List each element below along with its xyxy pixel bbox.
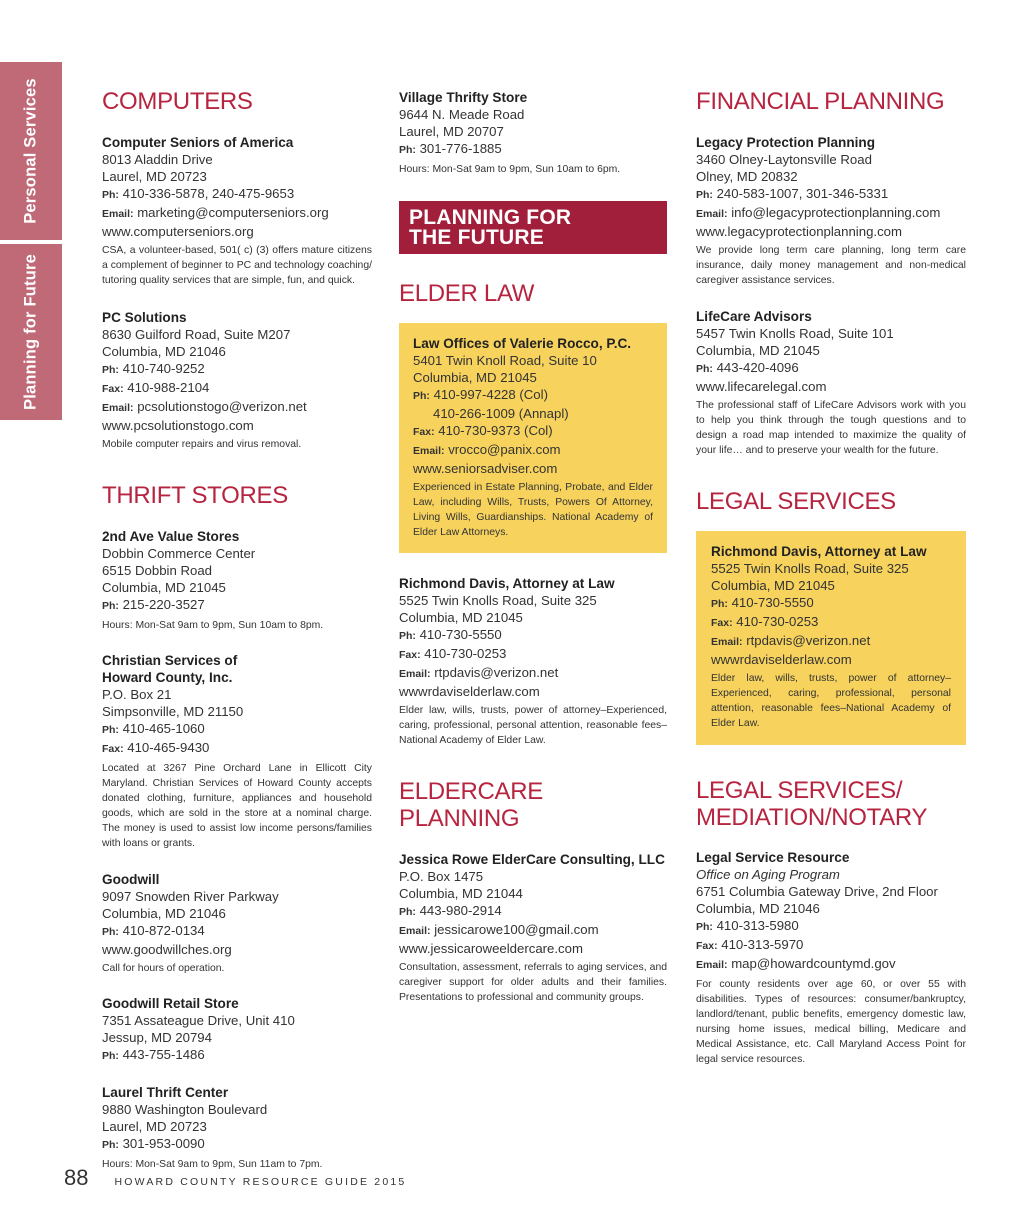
phone-label: Ph: xyxy=(102,926,119,938)
address-line: Columbia, MD 21046 xyxy=(102,906,226,921)
email-link[interactable]: map@howardcountymd.gov xyxy=(731,956,896,971)
phone-label: Ph: xyxy=(102,189,119,201)
side-tab-label: Planning for Future xyxy=(21,254,40,410)
section-title-legal-services: LEGAL SERVICES xyxy=(696,488,896,515)
listing-name: Howard County, Inc. xyxy=(102,670,233,685)
email-link[interactable]: info@legacyprotectionplanning.com xyxy=(731,205,941,220)
email-line xyxy=(102,398,372,417)
guide-title: HOWARD COUNTY RESOURCE GUIDE 2015 xyxy=(114,1176,407,1188)
email-label: Email: xyxy=(696,959,728,971)
address-line: Dobbin Commerce Center xyxy=(102,546,256,561)
fax-label: Fax: xyxy=(102,743,124,755)
fax-value: 410-313-5970 xyxy=(721,937,804,952)
website-link[interactable]: www.legacyprotectionplanning.com xyxy=(696,224,902,239)
email-label: Email: xyxy=(696,208,728,220)
phone-value: 240-583-1007, 301-346-5331 xyxy=(716,186,889,201)
website-link[interactable]: www.computerseniors.org xyxy=(102,224,254,239)
fax-value: 410-465-9430 xyxy=(127,740,210,755)
address-line: 7351 Assateague Drive, Unit 410 xyxy=(102,1013,295,1028)
address-line: Columbia, MD 21045 xyxy=(711,578,835,593)
fax-label: Fax: xyxy=(102,383,124,395)
phone-label: Ph: xyxy=(696,921,713,933)
listing-name: Computer Seniors of America xyxy=(102,135,294,150)
listing-name: Village Thrifty Store xyxy=(399,90,528,105)
listing-name: Legacy Protection Planning xyxy=(696,135,876,150)
listing-legacy-protection xyxy=(696,134,966,288)
website-link[interactable]: www.lifecarelegal.com xyxy=(696,379,827,394)
listing-subtitle: Office on Aging Program xyxy=(696,867,840,882)
listing-description: Located at 3267 Pine Orchard Lane in Ellicott City Maryland. Christian Services of Howard County accepts donated clothing, furniture, appliances and household goods, which are sold in the store at a nominal charge. The money is used to assist low income persons/families with loans or grants. xyxy=(102,763,372,849)
phone-label: Ph: xyxy=(413,390,430,402)
fax-value: 410-730-0253 xyxy=(736,614,819,629)
phone-label: Ph: xyxy=(696,363,713,375)
address-line: 5525 Twin Knolls Road, Suite 325 xyxy=(711,561,909,576)
listing-description: CSA, a volunteer-based, 501( c) (3) offers mature citizens a complement of beginner to PC and technology coaching/ tutoring quality services that are simple, fun, and quick. xyxy=(102,245,372,286)
listing-name: Law Offices of Valerie Rocco, P.C. xyxy=(413,336,632,351)
phone-value: 410-997-4228 (Col) xyxy=(433,387,548,402)
email-label: Email: xyxy=(399,925,431,937)
phone-line xyxy=(696,917,966,936)
listing-2nd-ave xyxy=(102,528,372,633)
email-line xyxy=(696,955,966,974)
phone-value: 301-953-0090 xyxy=(122,1136,205,1151)
address-line: 3460 Olney-Laytonsville Road xyxy=(696,152,872,167)
phone-line xyxy=(102,720,372,739)
website-link[interactable]: www.seniorsadviser.com xyxy=(413,461,558,476)
address-line: P.O. Box 1475 xyxy=(399,869,484,884)
email-line xyxy=(696,204,966,223)
address-line: 9880 Washington Boulevard xyxy=(102,1102,268,1117)
email-label: Email: xyxy=(711,636,743,648)
address-line: 8013 Aladdin Drive xyxy=(102,152,213,167)
phone-value: 410-730-5550 xyxy=(419,627,502,642)
fax-label: Fax: xyxy=(413,426,435,438)
email-link[interactable]: jessicarowe100@gmail.com xyxy=(434,922,599,937)
phone-value: 443-420-4096 xyxy=(716,360,799,375)
address-line: Columbia, MD 21045 xyxy=(696,343,820,358)
listing-description: The professional staff of LifeCare Advisors work with you to help you think through the tough questions and to design a road map intended to maximize the quality of your life… and to preserve your wealth for the future. xyxy=(696,400,966,456)
phone-value: 301-776-1885 xyxy=(419,141,502,156)
listing-name: Laurel Thrift Center xyxy=(102,1085,229,1100)
phone-value: 443-755-1486 xyxy=(122,1047,205,1062)
address-line: Columbia, MD 21045 xyxy=(102,580,226,595)
phone-label: Ph: xyxy=(711,598,728,610)
banner-line: PLANNING FOR xyxy=(409,206,572,229)
listing-description: Hours: Mon-Sat 9am to 9pm, Sun 10am to 8pm. xyxy=(102,620,324,631)
page-footer xyxy=(64,1165,406,1191)
section-title-line: MEDIATION/NOTARY xyxy=(696,804,928,831)
fax-value: 410-730-0253 xyxy=(424,646,507,661)
phone-label: Ph: xyxy=(102,600,119,612)
listing-richmond-davis xyxy=(696,531,966,745)
planning-for-the-future-banner xyxy=(399,201,667,254)
phone-line xyxy=(399,902,667,921)
email-link[interactable]: rtpdavis@verizon.net xyxy=(746,633,871,648)
email-line xyxy=(399,664,667,683)
section-title-computers: COMPUTERS xyxy=(102,88,253,115)
side-tab-personal-services[interactable] xyxy=(0,62,62,240)
address-line: Olney, MD 20832 xyxy=(696,169,798,184)
address-line: Simpsonville, MD 21150 xyxy=(102,704,244,719)
listing-name: Goodwill Retail Store xyxy=(102,996,239,1011)
website-link[interactable]: www.jessicaroweeldercare.com xyxy=(399,941,583,956)
listing-jessica-rowe xyxy=(399,851,667,1005)
listing-laurel-thrift xyxy=(102,1084,372,1172)
phone-line xyxy=(102,185,372,204)
phone-label: Ph: xyxy=(102,1139,119,1151)
phone-label: Ph: xyxy=(399,630,416,642)
listing-name: Christian Services of xyxy=(102,653,238,668)
phone-value: 410-740-9252 xyxy=(122,361,205,376)
listing-computer-seniors xyxy=(102,134,372,288)
phone-line xyxy=(102,1046,372,1065)
phone-value: 410-336-5878, 240-475-9653 xyxy=(122,186,295,201)
address-line: 5525 Twin Knolls Road, Suite 325 xyxy=(399,593,597,608)
email-label: Email: xyxy=(102,208,134,220)
section-title-legal-services-mediation-notary xyxy=(696,777,966,831)
email-label: Email: xyxy=(102,402,134,414)
phone-label: Ph: xyxy=(696,189,713,201)
fax-line xyxy=(399,645,667,664)
listing-name: 2nd Ave Value Stores xyxy=(102,529,240,544)
phone-value-secondary: 410-266-1009 (Annapl) xyxy=(433,406,569,421)
phone-line xyxy=(399,626,667,645)
website-link[interactable]: wwwrdaviselderlaw.com xyxy=(399,684,540,699)
phone-value: 410-730-5550 xyxy=(731,595,814,610)
column-right xyxy=(696,80,966,1067)
website-link[interactable]: www.pcsolutionstogo.com xyxy=(102,418,254,433)
listing-name: Jessica Rowe ElderCare Consulting, LLC xyxy=(399,852,665,867)
fax-value: 410-730-9373 (Col) xyxy=(438,423,553,438)
listing-legal-service-resource xyxy=(696,849,966,1067)
address-line: P.O. Box 21 xyxy=(102,687,172,702)
email-label: Email: xyxy=(413,445,445,457)
email-link[interactable]: marketing@computerseniors.org xyxy=(137,205,329,220)
address-line: Columbia, MD 21046 xyxy=(696,901,820,916)
address-line: Laurel, MD 20723 xyxy=(102,169,207,184)
fax-line xyxy=(413,422,653,441)
address-line: Laurel, MD 20723 xyxy=(102,1119,207,1134)
address-line: 5401 Twin Knoll Road, Suite 10 xyxy=(413,353,597,368)
listing-valerie-rocco xyxy=(399,323,667,553)
listing-goodwill xyxy=(102,871,372,976)
address-line: Jessup, MD 20794 xyxy=(102,1030,212,1045)
listing-description: Experienced in Estate Planning, Probate, and Elder Law, including Wills, Trusts, Powers Of Attorney, Living Wills, Guardianships. National Academy of Elder Law Attorneys. xyxy=(413,482,653,538)
fax-label: Fax: xyxy=(399,649,421,661)
address-line: Columbia, MD 21045 xyxy=(399,610,523,625)
address-line: 9097 Snowden River Parkway xyxy=(102,889,279,904)
fax-label: Fax: xyxy=(696,940,718,952)
phone-line xyxy=(711,594,951,613)
phone-line xyxy=(413,386,653,405)
email-link[interactable]: rtpdavis@verizon.net xyxy=(434,665,559,680)
column-middle xyxy=(399,89,667,1005)
phone-line xyxy=(102,1135,372,1154)
fax-value: 410-988-2104 xyxy=(127,380,210,395)
listing-village-thrifty xyxy=(399,89,667,177)
email-link[interactable]: pcsolutionstogo@verizon.net xyxy=(137,399,307,414)
listing-description: Elder law, wills, trusts, power of attorney–Experienced, caring, professional, personal attention, reasonable fees–National Academy of Elder Law. xyxy=(711,673,951,729)
phone-line xyxy=(102,360,372,379)
fax-line xyxy=(102,379,372,398)
phone-label: Ph: xyxy=(102,364,119,376)
section-title-financial-planning: FINANCIAL PLANNING xyxy=(696,88,945,115)
email-line xyxy=(711,632,951,651)
fax-line xyxy=(102,739,372,758)
address-line: 8630 Guilford Road, Suite M207 xyxy=(102,327,291,342)
listing-pc-solutions xyxy=(102,309,372,452)
fax-line xyxy=(711,613,951,632)
phone-value: 410-872-0134 xyxy=(122,923,205,938)
listing-name: Richmond Davis, Attorney at Law xyxy=(711,544,927,559)
email-line xyxy=(399,921,667,940)
email-line xyxy=(102,204,372,223)
listing-goodwill-retail xyxy=(102,995,372,1065)
listing-name: Richmond Davis, Attorney at Law xyxy=(399,576,615,591)
listing-description: Call for hours of operation. xyxy=(102,963,225,974)
website-link[interactable]: www.goodwillches.org xyxy=(102,942,232,957)
section-title-line: LEGAL SERVICES/ xyxy=(696,777,903,804)
address-line: Columbia, MD 21044 xyxy=(399,886,523,901)
address-line: Laurel, MD 20707 xyxy=(399,124,504,139)
section-title-elder-law: ELDER LAW xyxy=(399,280,535,307)
listing-christian-services xyxy=(102,652,372,851)
listing-description: Consultation, assessment, referrals to aging services, and caregiver support for older adults and their families. Presentations to professional and community groups. xyxy=(399,962,667,1003)
listing-richmond-davis xyxy=(399,575,667,748)
listing-lifecare-advisors xyxy=(696,308,966,458)
listing-description: Hours: Mon-Sat 9am to 9pm, Sun 10am to 6pm. xyxy=(399,164,621,175)
phone-label: Ph: xyxy=(399,144,416,156)
side-tab-label: Personal Services xyxy=(21,78,40,224)
address-line: Columbia, MD 21046 xyxy=(102,344,226,359)
website-link[interactable]: wwwrdaviselderlaw.com xyxy=(711,652,852,667)
phone-line xyxy=(696,359,966,378)
phone-value: 410-313-5980 xyxy=(716,918,799,933)
address-line: 5457 Twin Knolls Road, Suite 101 xyxy=(696,326,894,341)
page-number: 88 xyxy=(64,1165,89,1190)
listing-name: LifeCare Advisors xyxy=(696,309,812,324)
address-line: 6515 Dobbin Road xyxy=(102,563,212,578)
phone-line xyxy=(102,596,372,615)
address-line: Columbia, MD 21045 xyxy=(413,370,537,385)
listing-description: Mobile computer repairs and virus removal. xyxy=(102,439,302,450)
phone-label: Ph: xyxy=(399,906,416,918)
fax-label: Fax: xyxy=(711,617,733,629)
listing-description: We provide long term care planning, long term care insurance, daily money management and non-medical caregiver assistance services. xyxy=(696,245,966,286)
phone-line xyxy=(399,140,667,159)
listing-name: Goodwill xyxy=(102,872,160,887)
side-tab-planning-for-future[interactable] xyxy=(0,244,62,420)
address-line: 9644 N. Meade Road xyxy=(399,107,525,122)
email-label: Email: xyxy=(399,668,431,680)
phone-value: 410-465-1060 xyxy=(122,721,205,736)
listing-description: Hours: Mon-Sat 9am to 9pm, Sun 11am to 7pm. xyxy=(102,1159,323,1170)
fax-line xyxy=(696,936,966,955)
phone-label: Ph: xyxy=(102,1050,119,1062)
listing-name: PC Solutions xyxy=(102,310,187,325)
phone-label: Ph: xyxy=(102,724,119,736)
email-link[interactable]: vrocco@panix.com xyxy=(448,442,561,457)
email-line xyxy=(413,441,653,460)
section-title-eldercare-planning: ELDERCARE PLANNING xyxy=(399,778,544,832)
column-left xyxy=(102,80,372,1172)
phone-line xyxy=(102,922,372,941)
listing-description: For county residents over age 60, or over 55 with disabilities. Types of resources: consumer/bankruptcy, landlord/tenant, public benefits, emergency domestic law, nursing home issues, medical billing, Medicare and Medical Assistance, etc. Call Maryland Access Point for legal service resources. xyxy=(696,979,966,1065)
phone-value: 443-980-2914 xyxy=(419,903,502,918)
section-title-thrift-stores: THRIFT STORES xyxy=(102,482,288,509)
address-line: 6751 Columbia Gateway Drive, 2nd Floor xyxy=(696,884,938,899)
listing-name: Legal Service Resource xyxy=(696,850,850,865)
listing-description: Elder law, wills, trusts, power of attorney–Experienced, caring, professional, personal attention, reasonable fees–National Academy of Elder Law. xyxy=(399,705,667,746)
phone-line xyxy=(696,185,966,204)
banner-line: THE FUTURE xyxy=(409,226,544,249)
phone-value: 215-220-3527 xyxy=(122,597,205,612)
